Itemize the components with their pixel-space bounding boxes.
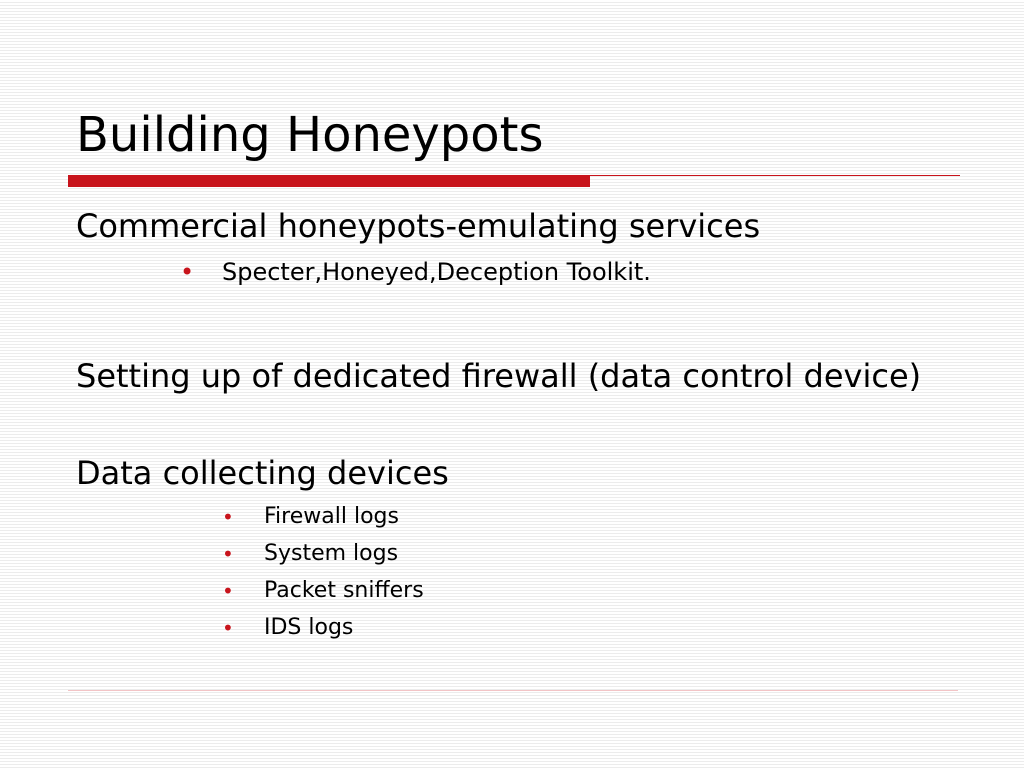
sub-bullet-firewall-logs: Firewall logs: [264, 504, 399, 529]
bullet-dot-icon: •: [222, 542, 234, 566]
sub-bullet-ids-logs: IDS logs: [264, 615, 354, 640]
bullet-dedicated-firewall: Setting up of dedicated firewall (data control device): [76, 357, 922, 395]
bullet-dot-icon: •: [222, 616, 234, 640]
sub-bullet-packet-sniffers: Packet sniffers: [264, 578, 424, 603]
bullet-commercial-honeypots: Commercial honeypots-emulating services: [76, 207, 761, 245]
bullet-dot-icon: •: [222, 505, 234, 529]
footer-divider: [68, 690, 958, 691]
bullet-data-collecting: Data collecting devices: [76, 454, 449, 492]
sub-bullet-tools-label: Specter,Honeyed,Deception Toolkit.: [222, 258, 651, 286]
sub-bullet-system-logs: System logs: [264, 541, 399, 566]
slide-title: Building Honeypots: [76, 107, 544, 163]
title-underline-thick: [68, 175, 590, 187]
bullet-dot-icon: •: [222, 579, 234, 603]
bullet-dot-icon: •: [180, 258, 195, 286]
title-underline-thin: [590, 175, 960, 176]
